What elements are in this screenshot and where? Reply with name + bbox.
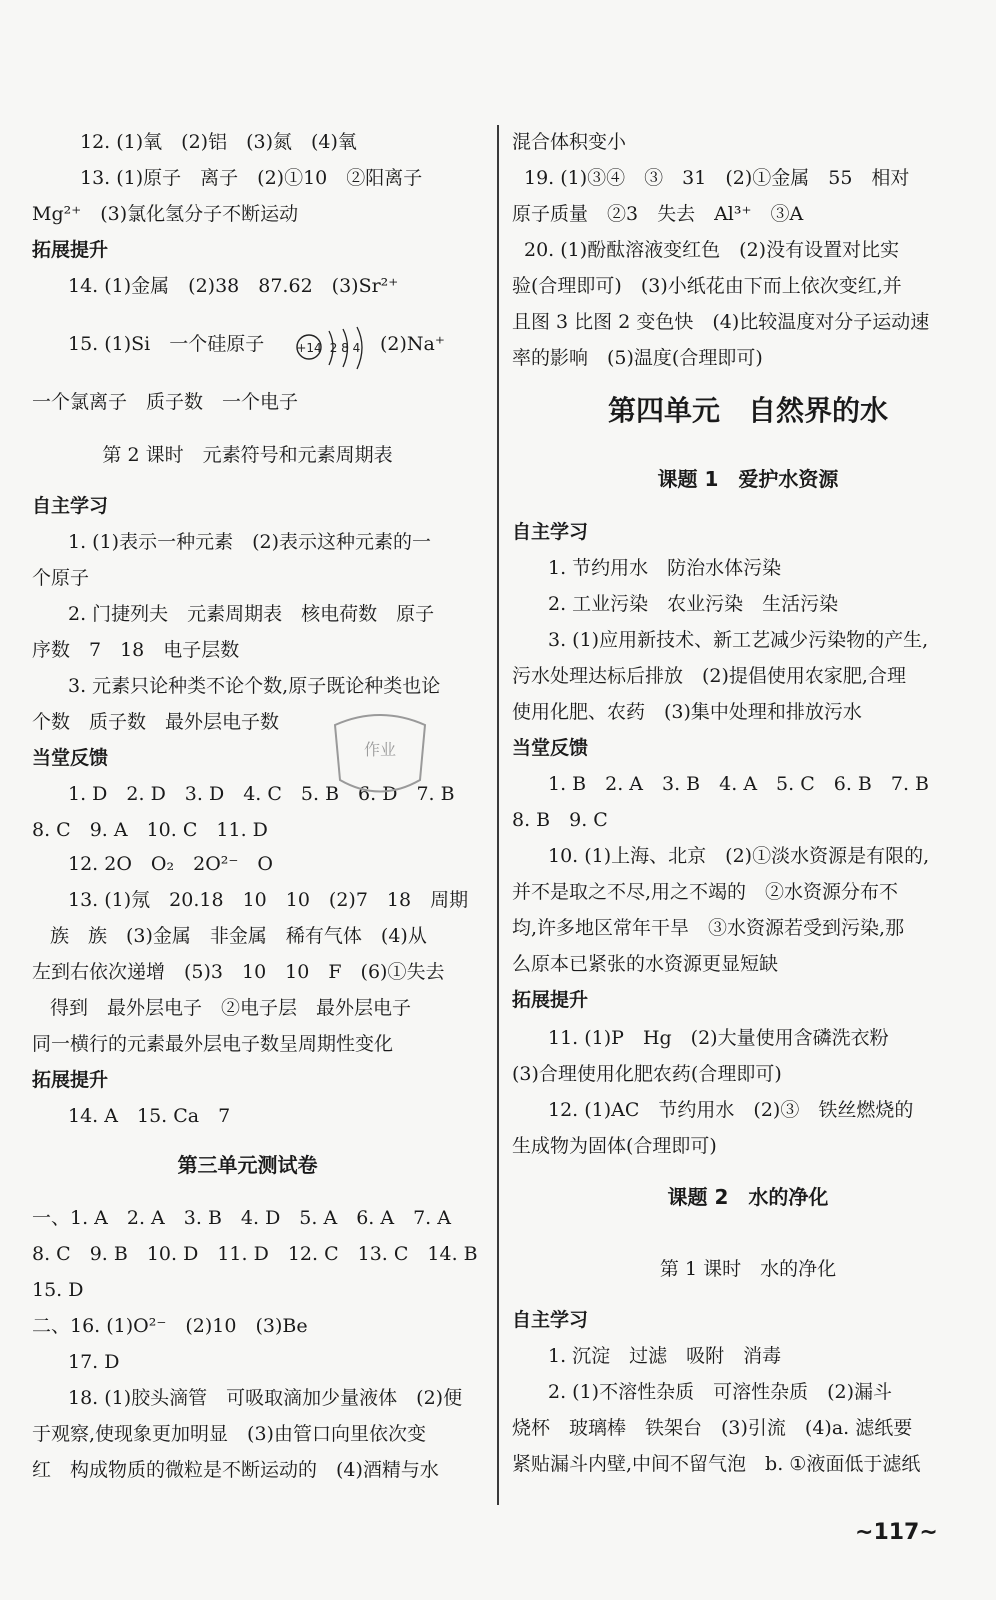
section-heading: 自主学习 xyxy=(512,1309,589,1331)
lesson-title: 第 2 课时 元素符号和元素周期表 xyxy=(102,444,393,466)
answer-line: 验(合理即可) (3)小纸花由下而上依次变红,并 xyxy=(512,275,902,297)
answer-line: 一、1. A 2. A 3. B 4. D 5. A 6. A 7. A xyxy=(32,1207,451,1229)
answer-line: 得到 最外层电子 ②电子层 最外层电子 xyxy=(50,997,412,1019)
answer-line: 并不是取之不尽,用之不竭的 ②水资源分布不 xyxy=(512,881,899,903)
answer-line: 8. B 9. C xyxy=(512,809,608,831)
answer-line: 均,许多地区常年干旱 ③水资源若受到污染,那 xyxy=(512,917,905,939)
answer-line: 率的影响 (5)温度(合理即可) xyxy=(512,347,763,369)
answer-line: 1. (1)表示一种元素 (2)表示这种元素的一 xyxy=(68,531,431,553)
answer-15: 15. (1)Si 一个硅原子 xyxy=(68,333,265,355)
answer-line: 3. 元素只论种类不论个数,原子既论种类也论 xyxy=(68,675,441,697)
answer-line: 序数 7 18 电子层数 xyxy=(32,639,240,661)
answer-line: 15. D xyxy=(32,1279,84,1301)
answer-line: 紧贴漏斗内壁,中间不留气泡 b. ①液面低于滤纸 xyxy=(512,1453,921,1475)
answer-line: 二、16. (1)O²⁻ (2)10 (3)Be xyxy=(32,1315,308,1337)
answer-line: 混合体积变小 xyxy=(512,131,627,153)
section-heading: 当堂反馈 xyxy=(512,737,589,759)
answer-line: 1. 沉淀 过滤 吸附 消毒 xyxy=(548,1345,782,1367)
page-ornament-left: ~ xyxy=(855,1520,874,1545)
column-divider xyxy=(497,125,499,1505)
answer-line: 1. D 2. D 3. D 4. C 5. B 6. D 7. B xyxy=(68,783,455,805)
answer-line: 18. (1)胶头滴管 可吸取滴加少量液体 (2)便 xyxy=(68,1387,463,1409)
atom-nucleus-label: +14 xyxy=(296,341,322,355)
answer-line: 生成物为固体(合理即可) xyxy=(512,1135,717,1157)
answer-line: 2. (1)不溶性杂质 可溶性杂质 (2)漏斗 xyxy=(548,1381,892,1403)
answer-line: 烧杯 玻璃棒 铁架台 (3)引流 (4)a. 滤纸要 xyxy=(512,1417,913,1439)
answer-line: 8. C 9. B 10. D 11. D 12. C 13. C 14. B xyxy=(32,1243,478,1265)
watermark-stamp xyxy=(325,705,435,805)
lesson-title: 第 1 课时 水的净化 xyxy=(659,1258,837,1280)
answer-line: 个原子 xyxy=(32,567,90,589)
answer-line: 使用化肥、农药 (3)集中处理和排放污水 xyxy=(512,701,862,723)
answer-line: 2. 门捷列夫 元素周期表 核电荷数 原子 xyxy=(68,603,435,625)
answer-19: 19. (1)③④ ③ 31 (2)①金属 55 相对 xyxy=(524,167,910,189)
answer-line: 污水处理达标后排放 (2)提倡使用农家肥,合理 xyxy=(512,665,906,687)
answer-line: 12. 2O O₂ 2O²⁻ O xyxy=(68,853,274,875)
answer-line: 12. (1)AC 节约用水 (2)③ 铁丝燃烧的 xyxy=(548,1099,914,1121)
topic-title: 课题 2 水的净化 xyxy=(667,1185,829,1209)
answer-line: (3)合理使用化肥农药(合理即可) xyxy=(512,1063,782,1085)
answer-line: 10. (1)上海、北京 (2)①淡水资源是有限的, xyxy=(548,845,930,867)
section-heading: 自主学习 xyxy=(32,495,109,517)
topic-title: 课题 1 爱护水资源 xyxy=(657,467,839,491)
answer-15-cont: (2)Na⁺ xyxy=(380,333,445,355)
answer-line: 2. 工业污染 农业污染 生活污染 xyxy=(548,593,839,615)
answer-15-line2: 一个氯离子 质子数 一个电子 xyxy=(32,391,299,413)
page-ornament-right: ~ xyxy=(919,1520,938,1545)
answer-line: 8. C 9. A 10. C 11. D xyxy=(32,819,268,841)
answer-19-cont: 原子质量 ②3 失去 Al³⁺ ③A xyxy=(512,203,804,225)
section-heading: 自主学习 xyxy=(512,521,589,543)
section-heading: 当堂反馈 xyxy=(32,747,109,769)
stamp-text: 作业 xyxy=(363,740,397,759)
atom-electron-counts: 2 8 4 xyxy=(329,341,361,355)
answer-line: 红 构成物质的微粒是不断运动的 (4)酒精与水 xyxy=(32,1459,439,1481)
answer-line: 同一横行的元素最外层电子数呈周期性变化 xyxy=(32,1033,394,1055)
section-heading: 拓展提升 xyxy=(32,1069,109,1091)
answer-line: 个数 质子数 最外层电子数 xyxy=(32,711,280,733)
answer-line: 1. 节约用水 防治水体污染 xyxy=(548,557,782,579)
section-heading: 拓展提升 xyxy=(512,989,589,1011)
answer-14: 14. (1)金属 (2)38 87.62 (3)Sr²⁺ xyxy=(68,275,399,297)
answer-line: 13. (1)氖 20.18 10 10 (2)7 18 周期 xyxy=(68,889,469,911)
answer-line: 于观察,使现象更加明显 (3)由管口向里依次变 xyxy=(32,1423,426,1445)
answer-line: 族 族 (3)金属 非金属 稀有气体 (4)从 xyxy=(50,925,427,947)
answer-13-cont: Mg²⁺ (3)氯化氢分子不断运动 xyxy=(32,203,299,225)
page-number-value: 117 xyxy=(873,1520,920,1545)
answer-line: 左到右依次递增 (5)3 10 10 F (6)①失去 xyxy=(32,961,445,983)
atom-structure-diagram xyxy=(295,325,370,379)
answer-line: 3. (1)应用新技术、新工艺减少污染物的产生, xyxy=(548,629,929,651)
answer-13: 13. (1)原子 离子 (2)①10 ②阳离子 xyxy=(80,167,423,189)
test-title: 第三单元测试卷 xyxy=(177,1153,318,1177)
answer-line: 1. B 2. A 3. B 4. A 5. C 6. B 7. B xyxy=(548,773,930,795)
answer-line: 且图 3 比图 2 变色快 (4)比较温度对分子运动速 xyxy=(512,311,930,333)
answer-line: 么原本已紧张的水资源更显短缺 xyxy=(512,953,779,975)
answer-line: 14. A 15. Ca 7 xyxy=(68,1105,231,1127)
page-number xyxy=(855,1520,938,1545)
answer-line: 17. D xyxy=(68,1351,120,1373)
answer-20: 20. (1)酚酞溶液变红色 (2)没有设置对比实 xyxy=(524,239,900,261)
answer-12: 12. (1)氧 (2)铝 (3)氮 (4)氧 xyxy=(80,131,357,153)
unit-title: 第四单元 自然界的水 xyxy=(607,394,888,427)
section-heading: 拓展提升 xyxy=(32,239,109,261)
answer-line: 11. (1)P Hg (2)大量使用含磷洗衣粉 xyxy=(548,1027,889,1049)
